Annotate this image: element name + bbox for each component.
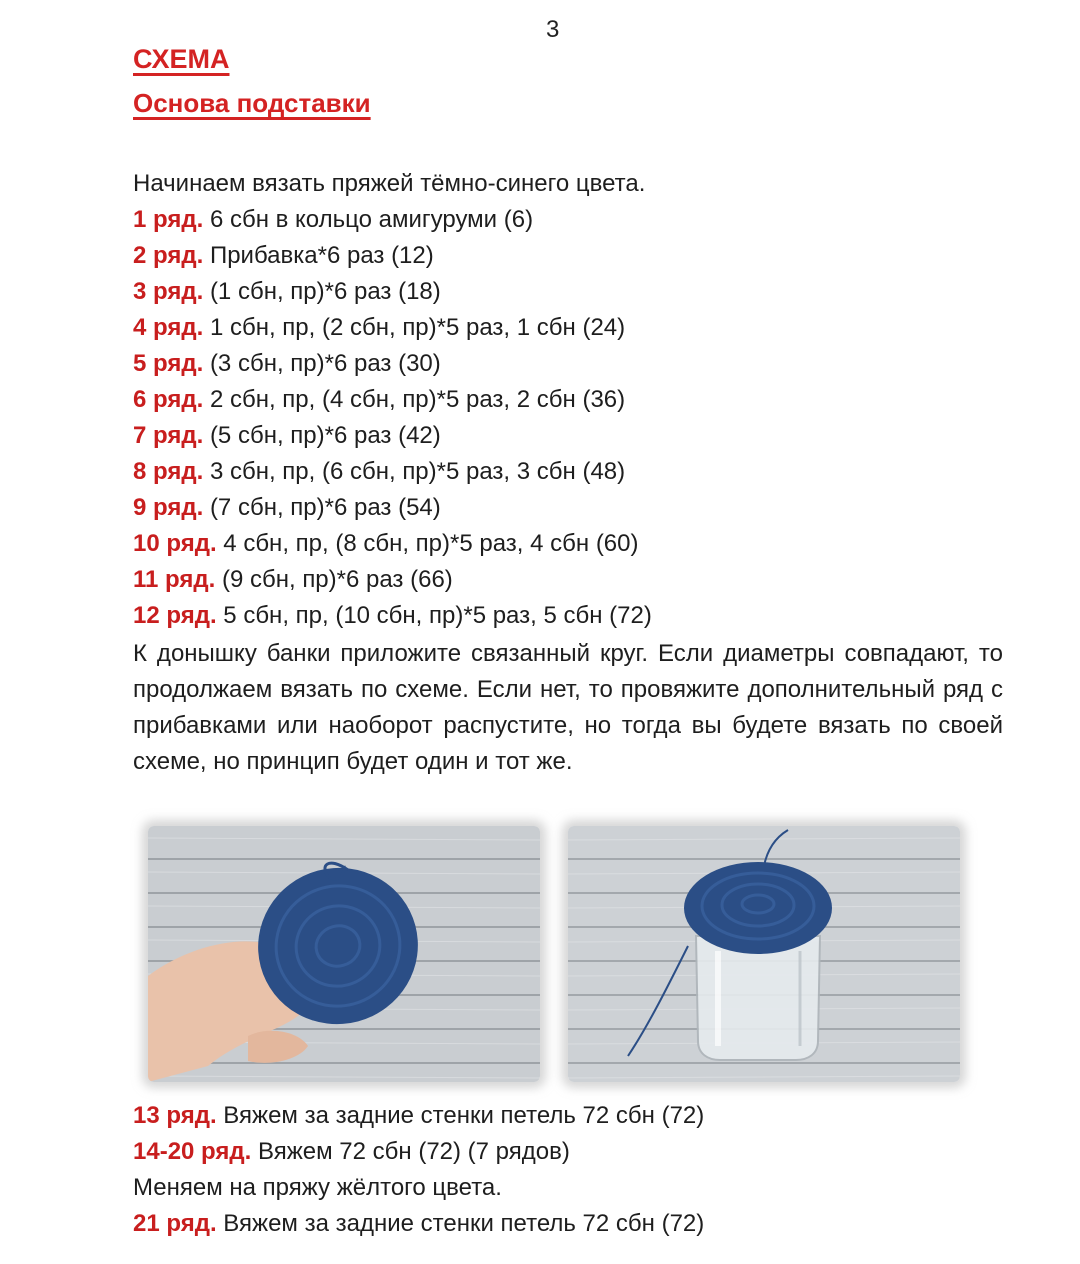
row-label: 14-20 ряд. bbox=[133, 1138, 252, 1165]
row-line bbox=[133, 1098, 1003, 1134]
row-text: Прибавка*6 раз (12) bbox=[209, 242, 434, 269]
row-text: 3 сбн, пр, (6 сбн, пр)*5 раз, 3 сбн (48) bbox=[209, 458, 626, 485]
row-line bbox=[133, 382, 1003, 418]
row-line bbox=[133, 490, 1003, 526]
scheme-title: СХЕМА bbox=[133, 44, 230, 74]
row-text: 5 сбн, пр, (10 сбн, пр)*5 раз, 5 сбн (72) bbox=[223, 602, 652, 629]
row-label: 9 ряд. bbox=[133, 494, 204, 521]
row-label: 2 ряд. bbox=[133, 242, 204, 269]
row-line bbox=[133, 526, 1003, 562]
instructions-block bbox=[133, 166, 1003, 780]
row-label: 8 ряд. bbox=[133, 458, 204, 485]
row-line bbox=[133, 454, 1003, 490]
circle-in-hand-image bbox=[148, 826, 540, 1082]
circle-on-jar-image bbox=[568, 826, 960, 1082]
row-line bbox=[133, 1134, 1003, 1170]
row-label: 4 ряд. bbox=[133, 314, 204, 341]
row-text: Вяжем 72 сбн (72) (7 рядов) bbox=[257, 1138, 570, 1165]
row-text: 6 сбн в кольцо амигуруми (6) bbox=[209, 206, 534, 233]
row-line bbox=[133, 274, 1003, 310]
row-text: 1 сбн, пр, (2 сбн, пр)*5 раз, 1 сбн (24) bbox=[209, 314, 626, 341]
row-label: 10 ряд. bbox=[133, 530, 217, 557]
row-line bbox=[133, 238, 1003, 274]
row-label: 6 ряд. bbox=[133, 386, 204, 413]
row-text: Вяжем за задние стенки петель 72 сбн (72) bbox=[223, 1102, 705, 1129]
row-line bbox=[133, 598, 1003, 634]
row-text: Вяжем за задние стенки петель 72 сбн (72) bbox=[223, 1210, 705, 1237]
row-label: 11 ряд. bbox=[133, 566, 216, 593]
row-text: (5 сбн, пр)*6 раз (42) bbox=[209, 422, 441, 449]
row-label: 1 ряд. bbox=[133, 206, 204, 233]
row-text: 4 сбн, пр, (8 сбн, пр)*5 раз, 4 сбн (60) bbox=[223, 530, 639, 557]
row-line bbox=[133, 562, 1003, 598]
row-label: 12 ряд. bbox=[133, 602, 217, 629]
row-label: 13 ряд. bbox=[133, 1102, 217, 1129]
row-line bbox=[133, 1206, 1003, 1242]
row-label: 7 ряд. bbox=[133, 422, 204, 449]
intro-text: Начинаем вязать пряжей тёмно-синего цвета. bbox=[133, 170, 646, 197]
row-label: 3 ряд. bbox=[133, 278, 204, 305]
row-text: (9 сбн, пр)*6 раз (66) bbox=[221, 566, 453, 593]
fitting-paragraph: К донышку банки приложите связанный круг. Если диаметры совпадают, то продолжаем вязать по схеме. Если нет, то провяжите дополнительный ряд с прибавками или наоборот распустите, но тогда вы будете вязать по своей схеме, но принцип будет один и тот же. bbox=[133, 640, 1003, 775]
row-label: 5 ряд. bbox=[133, 350, 204, 377]
yarn-change-text: Меняем на пряжу жёлтого цвета. bbox=[133, 1174, 502, 1201]
section-title: Основа подставки bbox=[133, 88, 371, 118]
row-text: (1 сбн, пр)*6 раз (18) bbox=[209, 278, 441, 305]
row-line bbox=[133, 310, 1003, 346]
photo-circle-in-hand bbox=[148, 826, 540, 1082]
row-label: 21 ряд. bbox=[133, 1210, 217, 1237]
row-line bbox=[133, 418, 1003, 454]
row-text: (3 сбн, пр)*6 раз (30) bbox=[209, 350, 441, 377]
row-text: (7 сбн, пр)*6 раз (54) bbox=[209, 494, 441, 521]
row-line bbox=[133, 202, 1003, 238]
row-text: 2 сбн, пр, (4 сбн, пр)*5 раз, 2 сбн (36) bbox=[209, 386, 626, 413]
instructions-continued bbox=[133, 1098, 1003, 1242]
page-number: 3 bbox=[546, 16, 560, 43]
row-line bbox=[133, 346, 1003, 382]
photo-circle-on-jar bbox=[568, 826, 960, 1082]
